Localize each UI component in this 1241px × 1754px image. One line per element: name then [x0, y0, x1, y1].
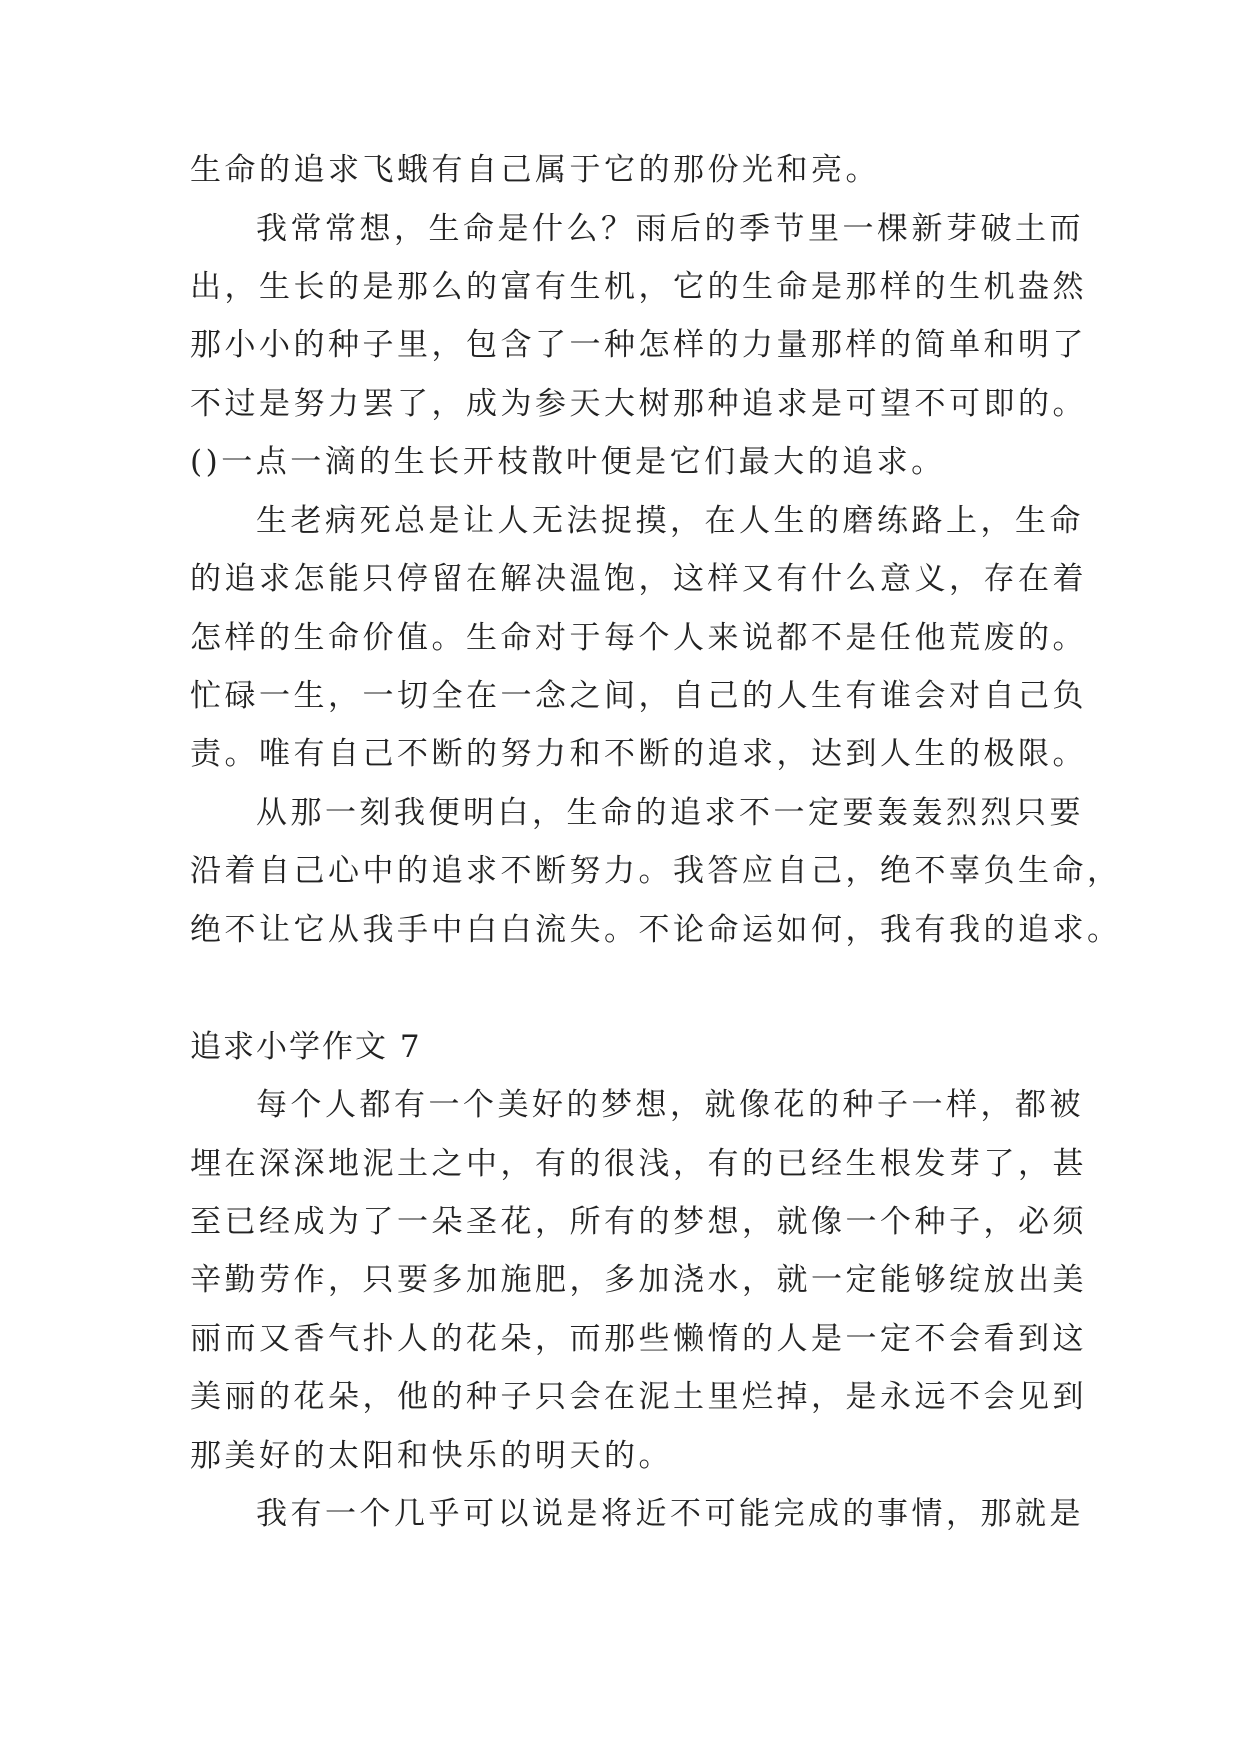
text-line-12: 从那一刻我便明白，生命的追求不一定要轰轰烈烈只要 [256, 795, 1084, 831]
text-line-6: ()一点一滴的生长开枝散叶便是它们最大的追求。 [190, 444, 946, 480]
text-line-17: 至已经成为了一朵圣花，所有的梦想，就像一个种子，必须 [190, 1204, 1087, 1240]
text-line-9: 怎样的生命价值。生命对于每个人来说都不是任他荒废的。 [190, 620, 1087, 656]
text-line-2: 我常常想，生命是什么？雨后的季节里一棵新芽破土而 [256, 211, 1084, 247]
text-line-16: 埋在深深地泥土之中，有的很浅，有的已经生根发芽了，甚 [190, 1146, 1087, 1182]
text-line-4: 那小小的种子里，包含了一种怎样的力量那样的简单和明了 [190, 327, 1087, 363]
text-line-14: 绝不让它从我手中白白流失。不论命运如何，我有我的追求。 [190, 912, 1122, 948]
text-line-8: 的追求怎能只停留在解决温饱，这样又有什么意义，存在着 [190, 561, 1087, 597]
text-line-15: 每个人都有一个美好的梦想，就像花的种子一样，都被 [256, 1087, 1084, 1123]
text-line-20: 美丽的花朵，他的种子只会在泥土里烂掉，是永远不会见到 [190, 1379, 1087, 1415]
text-line-5: 不过是努力罢了，成为参天大树那种追求是可望不可即的。 [190, 386, 1087, 422]
section-heading: 追求小学作文 7 [190, 1029, 422, 1065]
text-line-7: 生老病死总是让人无法捉摸，在人生的磨练路上，生命 [256, 503, 1084, 539]
text-line-10: 忙碌一生，一切全在一念之间，自己的人生有谁会对自己负 [190, 678, 1087, 714]
text-line-11: 责。唯有自己不断的努力和不断的追求，达到人生的极限。 [190, 736, 1087, 772]
text-line-22: 我有一个几乎可以说是将近不可能完成的事情，那就是 [256, 1496, 1084, 1532]
text-line-19: 丽而又香气扑人的花朵，而那些懒惰的人是一定不会看到这 [190, 1321, 1087, 1357]
text-line-18: 辛勤劳作，只要多加施肥，多加浇水，就一定能够绽放出美 [190, 1262, 1087, 1298]
text-line-13: 沿着自己心中的追求不断努力。我答应自己，绝不辜负生命， [190, 853, 1122, 889]
text-line-1: 生命的追求飞蛾有自己属于它的那份光和亮。 [190, 152, 880, 188]
text-line-21: 那美好的太阳和快乐的明天的。 [190, 1438, 673, 1474]
text-line-3: 出，生长的是那么的富有生机，它的生命是那样的生机盎然 [190, 269, 1087, 305]
